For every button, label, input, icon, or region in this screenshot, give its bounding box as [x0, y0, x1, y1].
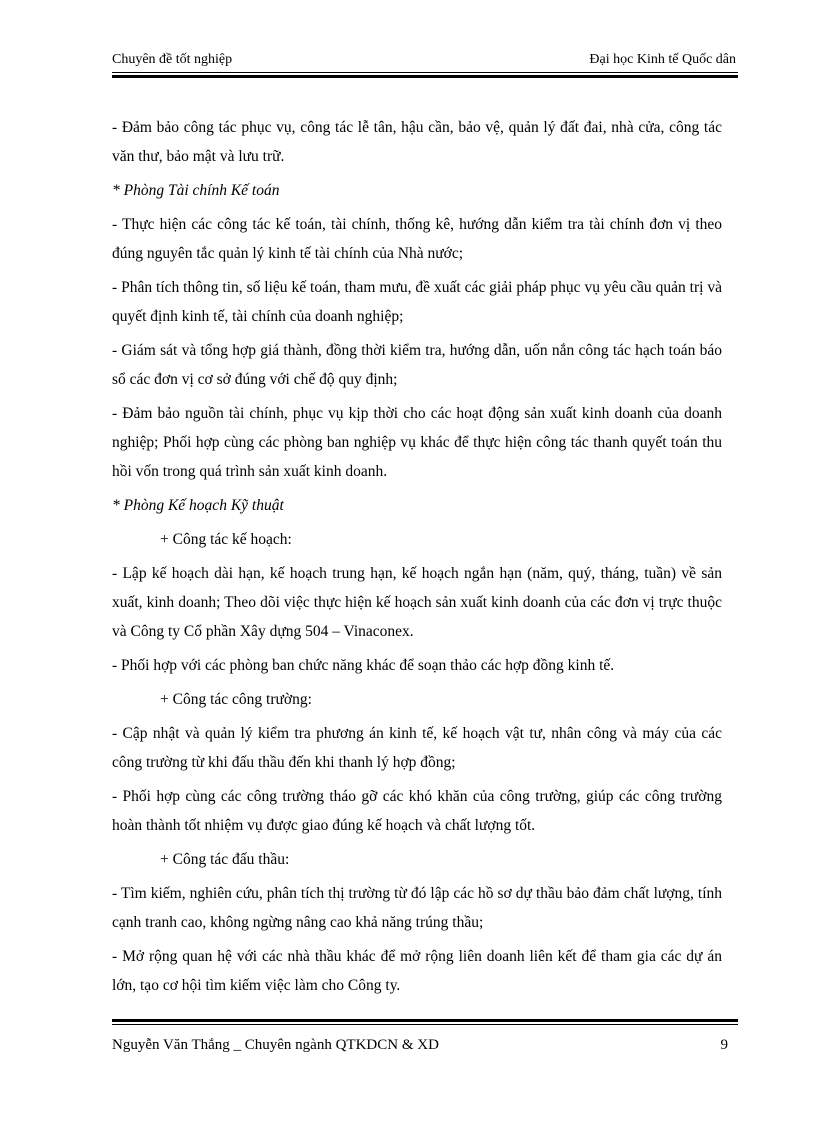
section-heading: * Phòng Kế hoạch Kỹ thuật — [112, 497, 284, 514]
header-left-text: Chuyên đề tốt nghiệp — [112, 52, 233, 67]
paragraph: - Phối hợp với các phòng ban chức năng khác để soạn thảo các hợp đồng kinh tế. — [112, 657, 615, 674]
paragraph: - Đảm bảo công tác phục vụ, công tác lễ tân, hậu cần, bảo vệ, quản lý đất đai, nhà cửa, công tác văn thư, bảo mật và lưu trữ. — [112, 119, 722, 165]
paragraph: - Mở rộng quan hệ với các nhà thầu khác để mở rộng liên doanh liên kết để tham gia các dự án lớn, tạo cơ hội tìm kiếm việc làm cho Công ty. — [112, 948, 722, 994]
paragraph: - Cập nhật và quản lý kiểm tra phương án kinh tế, kế hoạch vật tư, nhân công và máy của các công trường từ khi đấu thầu đến khi thanh lý hợp đồng; — [112, 725, 722, 771]
header-rule-thin — [112, 72, 738, 73]
paragraph: - Giám sát và tổng hợp giá thành, đồng thời kiểm tra, hướng dẫn, uốn nắn công tác hạch toán báo sổ các đơn vị cơ sở đúng với chế độ quy định; — [112, 342, 722, 388]
document-body — [112, 113, 722, 1005]
page-header — [112, 50, 736, 72]
paragraph: - Phối hợp cùng các công trường tháo gỡ các khó khăn của công trường, giúp các công trường hoàn thành tốt nhiệm vụ được giao đúng kế hoạch và chất lượng tốt. — [112, 788, 722, 834]
footer-rule-thick — [112, 1019, 738, 1022]
sub-heading: + Công tác kế hoạch: — [160, 531, 292, 548]
footer-rule-thin — [112, 1024, 738, 1025]
page-number: 9 — [720, 1037, 728, 1053]
paragraph: - Đảm bảo nguồn tài chính, phục vụ kịp thời cho các hoạt động sản xuất kinh doanh của doanh nghiệp; Phối hợp cùng các phòng ban nghiệp vụ khác để thực hiện công tác thanh quyết toán thu hồi vốn trong quá trình sản xuất kinh doanh. — [112, 405, 722, 480]
sub-heading: + Công tác đấu thầu: — [160, 851, 290, 868]
header-rule-thick — [112, 75, 738, 78]
sub-heading: + Công tác công trường: — [160, 691, 312, 708]
footer-author-text: Nguyễn Văn Thắng _ Chuyên ngành QTKDCN & XD — [112, 1037, 439, 1053]
paragraph: - Thực hiện các công tác kế toán, tài chính, thống kê, hướng dẫn kiểm tra tài chính đơn vị theo đúng nguyên tắc quản lý kinh tế tài chính của Nhà nước; — [112, 216, 722, 262]
paragraph: - Phân tích thông tin, số liệu kế toán, tham mưu, đề xuất các giải pháp phục vụ yêu cầu quản trị và quyết định kinh tế, tài chính của doanh nghiệp; — [112, 279, 722, 325]
page-footer — [112, 1034, 728, 1058]
section-heading: * Phòng Tài chính Kế toán — [112, 182, 280, 199]
header-right-text: Đại học Kinh tế Quốc dân — [589, 52, 736, 67]
paragraph: - Tìm kiếm, nghiên cứu, phân tích thị trường từ đó lập các hồ sơ dự thầu bảo đảm chất lượng, tính cạnh tranh cao, không ngừng nâng cao khả năng trúng thầu; — [112, 885, 722, 931]
paragraph: - Lập kế hoạch dài hạn, kế hoạch trung hạn, kế hoạch ngắn hạn (năm, quý, tháng, tuần) về sản xuất, kinh doanh; Theo dõi việc thực hiện kế hoạch sản xuất kinh doanh của các đơn vị trực thuộc và Công ty Cổ phần Xây dựng 504 – Vinaconex. — [112, 565, 722, 640]
